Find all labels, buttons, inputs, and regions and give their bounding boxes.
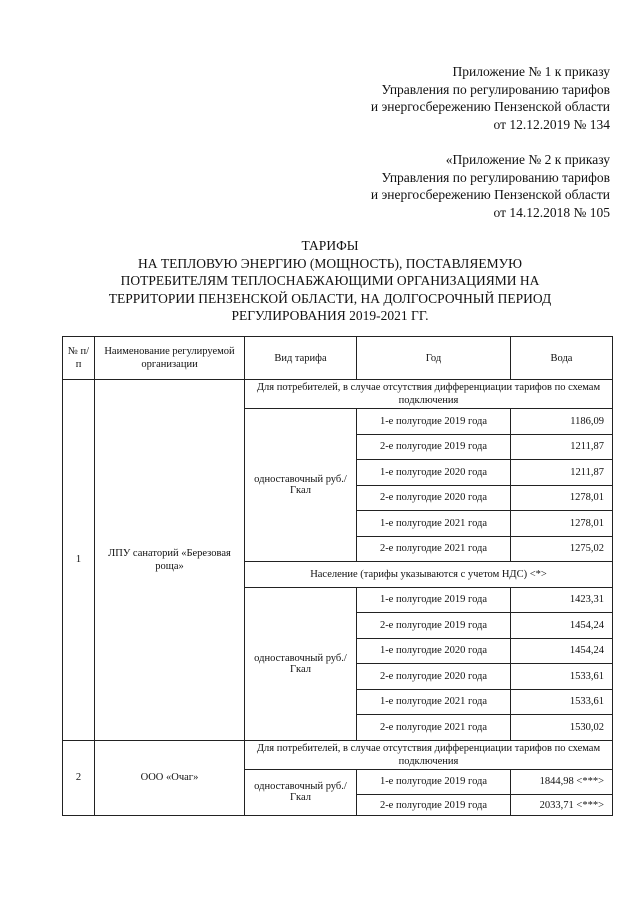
header-tariff-type: Вид тарифа: [245, 337, 357, 380]
value-cell: 1454,24: [511, 613, 613, 639]
title-line: ТАРИФЫ: [301, 238, 359, 253]
period-cell: 1-е полугодие 2019 года: [357, 409, 511, 435]
value-cell: 1211,87: [511, 434, 613, 460]
appendix-1-line: Управления по регулированию тарифов: [381, 81, 610, 97]
tariffs-table: [62, 336, 613, 816]
period-cell: 2-е полугодие 2019 года: [357, 613, 511, 639]
section-consumers: Для потребителей, в случае отсутствия дифференциации тарифов по схемам подключения: [245, 740, 613, 769]
org-number: 1: [63, 380, 95, 741]
appendix-2-header: [371, 151, 610, 221]
appendix-2-line: и энергосбережению Пензенской области: [370, 187, 610, 203]
tariff-type: одноставочный руб./Гкал: [245, 409, 357, 562]
header-num: № п/п: [63, 337, 95, 380]
value-cell: 1454,24: [511, 638, 613, 664]
appendix-1-line: от 12.12.2019 № 134: [493, 116, 610, 132]
title-line: НА ТЕПЛОВУЮ ЭНЕРГИЮ (МОЩНОСТЬ), ПОСТАВЛЯЕМУЮ: [137, 255, 523, 271]
appendix-2-line: Управления по регулированию тарифов: [381, 169, 610, 185]
period-cell: 1-е полугодие 2021 года: [357, 689, 511, 715]
value-cell: 1186,09: [511, 409, 613, 435]
table-row: [63, 380, 613, 409]
org-name: ЛПУ санаторий «Березовая роща»: [95, 380, 245, 741]
appendix-1-line: и энергосбережению Пензенской области: [370, 99, 610, 115]
header-water: Вода: [511, 337, 613, 380]
period-cell: 1-е полугодие 2020 года: [357, 638, 511, 664]
title-line: РЕГУЛИРОВАНИЯ 2019-2021 ГГ.: [231, 308, 429, 324]
period-cell: 1-е полугодие 2021 года: [357, 511, 511, 537]
value-cell: 1423,31: [511, 587, 613, 613]
period-cell: 2-е полугодие 2021 года: [357, 715, 511, 741]
tariff-type: одноставочный руб./Гкал: [245, 769, 357, 816]
title-line: ТЕРРИТОРИИ ПЕНЗЕНСКОЙ ОБЛАСТИ, НА ДОЛГОСРОЧНЫЙ ПЕРИОД: [108, 290, 552, 306]
period-cell: 2-е полугодие 2021 года: [357, 536, 511, 562]
title-line: ПОТРЕБИТЕЛЯМ ТЕПЛОСНАБЖАЮЩИМИ ОРГАНИЗАЦИЯМИ НА: [120, 273, 540, 289]
period-cell: 2-е полугодие 2020 года: [357, 485, 511, 511]
value-cell: 1530,02: [511, 715, 613, 741]
appendix-2-line: «Приложение № 2 к приказу: [445, 152, 610, 167]
table-row: [63, 740, 613, 769]
period-cell: 1-е полугодие 2020 года: [357, 460, 511, 486]
value-cell: 1278,01: [511, 485, 613, 511]
value-cell: 1211,87: [511, 460, 613, 486]
org-name: ООО «Очаг»: [95, 740, 245, 816]
tariff-type: одноставочный руб./Гкал: [245, 587, 357, 740]
period-cell: 2-е полугодие 2019 года: [357, 795, 511, 816]
section-population: Население (тарифы указываются с учетом НДС) <*>: [245, 562, 613, 588]
header-organization: Наименование регулируемой организации: [95, 337, 245, 380]
value-cell: 2033,71 <***>: [511, 795, 613, 816]
period-cell: 1-е полугодие 2019 года: [357, 769, 511, 795]
period-cell: 2-е полугодие 2020 года: [357, 664, 511, 690]
value-cell: 1533,61: [511, 664, 613, 690]
header-year: Год: [357, 337, 511, 380]
period-cell: 1-е полугодие 2019 года: [357, 587, 511, 613]
value-cell: 1275,02: [511, 536, 613, 562]
document-title: [70, 237, 590, 325]
appendix-1-line: Приложение № 1 к приказу: [452, 64, 610, 79]
value-cell: 1844,98 <***>: [511, 769, 613, 795]
org-number: 2: [63, 740, 95, 816]
table-header-row: [63, 337, 613, 380]
period-cell: 2-е полугодие 2019 года: [357, 434, 511, 460]
appendix-2-line: от 14.12.2018 № 105: [493, 204, 610, 220]
section-consumers: Для потребителей, в случае отсутствия дифференциации тарифов по схемам подключения: [245, 380, 613, 409]
value-cell: 1278,01: [511, 511, 613, 537]
value-cell: 1533,61: [511, 689, 613, 715]
appendix-1-header: [371, 63, 610, 133]
